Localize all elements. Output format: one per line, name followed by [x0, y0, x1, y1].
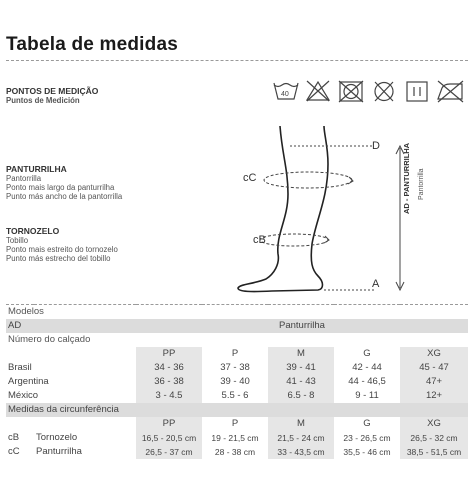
shoe-size-header-row — [6, 347, 468, 361]
table-cell: 16,5 - 20,5 cm — [136, 431, 202, 445]
table-cell: 21,5 - 24 cm — [268, 431, 334, 445]
table-cell: 26,5 - 37 cm — [136, 445, 202, 459]
calf-desc-es: Punto más ancho de la pantorrilla — [6, 192, 123, 201]
country-label: México — [6, 389, 136, 403]
measuring-points-es: Puntos de Medición — [6, 96, 80, 105]
size-header: P — [202, 417, 268, 431]
table-cell: 45 - 47 — [400, 361, 468, 375]
size-header: XG — [400, 347, 468, 361]
size-header: PP — [136, 417, 202, 431]
table-cell: 12+ — [400, 389, 468, 403]
table-cell: 28 - 38 cm — [202, 445, 268, 459]
table-cell: 38,5 - 51,5 cm — [400, 445, 468, 459]
size-header: G — [334, 417, 400, 431]
table-cell: 47+ — [400, 375, 468, 389]
ankle-desc-pt: Ponto mais estreito do tornozelo — [6, 245, 118, 254]
table-cell: 41 - 43 — [268, 375, 334, 389]
ad-label: AD - PANTURRILHA — [402, 142, 411, 214]
table-row — [6, 389, 468, 403]
measuring-points-label — [6, 86, 98, 105]
table-cell: 34 - 36 — [136, 361, 202, 375]
calf-title-es: Pantorrilla — [6, 174, 42, 183]
circ-code: cB — [6, 431, 34, 445]
table-row — [6, 431, 468, 445]
size-header: XG — [400, 417, 468, 431]
size-header: M — [268, 417, 334, 431]
table-row — [6, 361, 468, 375]
table-row — [6, 375, 468, 389]
table-cell: 19 - 21,5 cm — [202, 431, 268, 445]
hang-dry-icon — [407, 82, 427, 101]
ankle-ellipse — [260, 234, 328, 246]
circ-label: Tornozelo — [34, 431, 136, 445]
ad-row — [6, 319, 468, 333]
table-cell: 42 - 44 — [334, 361, 400, 375]
table-cell: 3 - 4.5 — [136, 389, 202, 403]
medidas-label: Medidas da circunferência — [6, 403, 468, 417]
measuring-points-pt: PONTOS DE MEDIÇÃO — [6, 86, 99, 96]
circ-size-header-row — [6, 417, 468, 431]
table-cell: 35,5 - 46 cm — [334, 445, 400, 459]
table-cell: 26,5 - 32 cm — [400, 431, 468, 445]
medidas-row — [6, 403, 468, 417]
page-title: Tabela de medidas — [6, 34, 178, 55]
ankle-desc-es: Punto más estrecho del tobillo — [6, 254, 111, 263]
no-dry-clean-icon — [375, 82, 393, 101]
numero-label: Número do calçado — [6, 333, 468, 347]
country-label: Brasil — [6, 361, 136, 375]
table-cell: 33 - 43,5 cm — [268, 445, 334, 459]
numero-row — [6, 333, 468, 347]
circ-code: cC — [6, 445, 34, 459]
calf-title: PANTURRILHA — [6, 164, 67, 174]
ankle-title: TORNOZELO — [6, 226, 60, 236]
care-icons — [272, 79, 467, 105]
table-cell: 39 - 41 — [268, 361, 334, 375]
modelos-label: Modelos — [6, 305, 468, 320]
calf-label-block — [6, 164, 122, 201]
calf-ellipse — [264, 172, 352, 188]
table-cell: 5.5 - 6 — [202, 389, 268, 403]
modelos-row — [6, 305, 468, 320]
no-tumble-dry-icon — [339, 81, 363, 102]
table-cell: 9 - 11 — [334, 389, 400, 403]
size-header: G — [334, 347, 400, 361]
no-iron-icon — [438, 81, 463, 102]
table-row — [6, 445, 468, 459]
leg-outline — [238, 126, 328, 292]
ad-sub-label: Pantorrilla — [418, 168, 425, 200]
svg-text:40: 40 — [281, 91, 289, 98]
ankle-title-es: Tobillo — [6, 236, 29, 245]
table-cell: 6.5 - 8 — [268, 389, 334, 403]
size-header: PP — [136, 347, 202, 361]
table-cell: 36 - 38 — [136, 375, 202, 389]
panturrilha-cell: Panturrilha — [136, 319, 468, 333]
table-cell: 39 - 40 — [202, 375, 268, 389]
wash-40-icon — [274, 83, 298, 99]
size-table — [6, 304, 468, 459]
size-header: M — [268, 347, 334, 361]
calf-desc-pt: Ponto mais largo da panturrilha — [6, 183, 115, 192]
no-bleach-icon — [307, 81, 329, 101]
table-cell: 44 - 46,5 — [334, 375, 400, 389]
country-label: Argentina — [6, 375, 136, 389]
diagram-cc-label: cC — [243, 172, 257, 184]
size-header: P — [202, 347, 268, 361]
table-cell: 37 - 38 — [202, 361, 268, 375]
diagram-vertical-label — [402, 143, 411, 214]
diagram-a-label: A — [372, 278, 380, 290]
ankle-label-block — [6, 226, 118, 263]
diagram-d-label: D — [372, 140, 380, 152]
diagram-cb-label: cB — [253, 234, 266, 246]
table-cell: 23 - 26,5 cm — [334, 431, 400, 445]
circ-label: Panturrilha — [34, 445, 136, 459]
ad-cell: AD — [6, 319, 136, 333]
title-divider — [6, 60, 468, 61]
